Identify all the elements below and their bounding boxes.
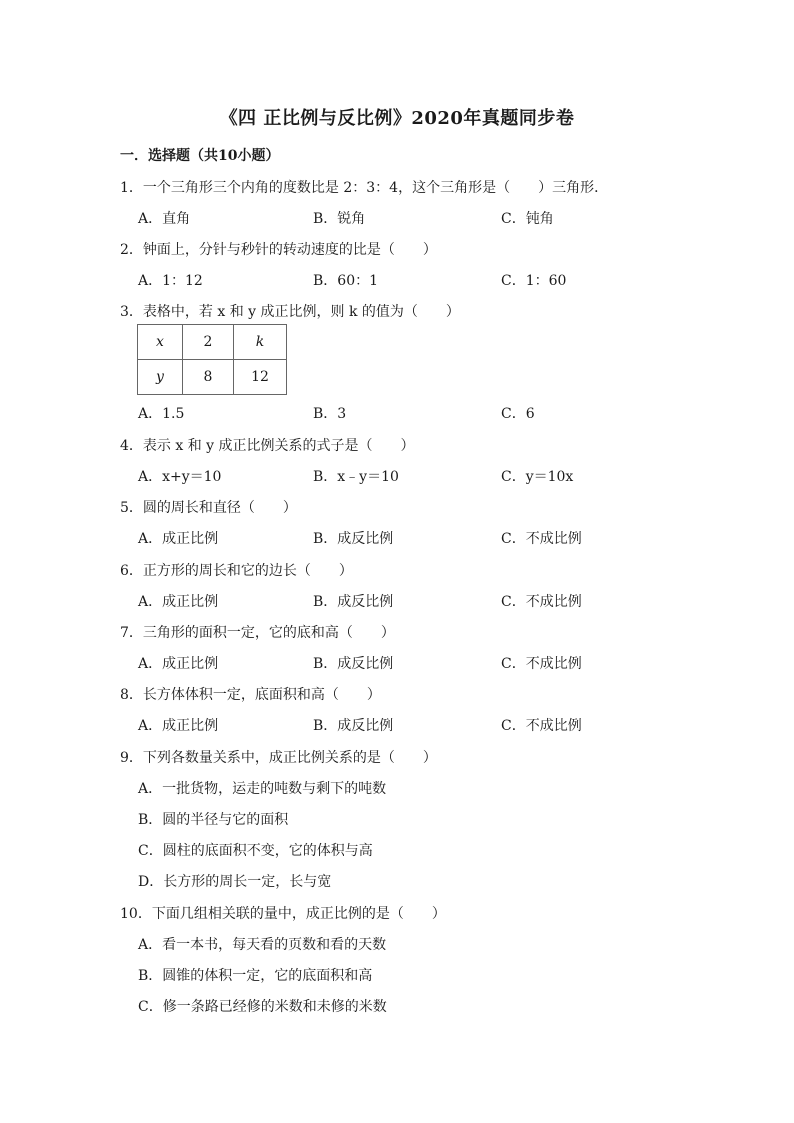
q1-option-b[interactable]: B．锐角 — [313, 211, 366, 227]
question-6: 6．正方形的周长和它的边长（ ） — [120, 563, 353, 579]
question-1: 1．一个三角形三个内角的度数比是 2：3：4，这个三角形是（ ）三角形． — [120, 180, 609, 196]
q9-option-b[interactable]: B．圆的半径与它的面积 — [138, 812, 289, 828]
q8-option-c[interactable]: C．不成比例 — [501, 718, 582, 734]
table-cell: 2 — [183, 325, 234, 360]
q6-option-b[interactable]: B．成反比例 — [313, 594, 394, 610]
q10-option-a[interactable]: A．看一本书，每天看的页数和看的天数 — [138, 937, 387, 953]
table-cell: k — [234, 325, 287, 360]
q10-option-b[interactable]: B．圆锥的体积一定，它的底面积和高 — [138, 968, 373, 984]
q9-option-c[interactable]: C．圆柱的底面积不变，它的体积与高 — [138, 843, 373, 859]
q1-option-a[interactable]: A．直角 — [138, 211, 191, 227]
q7-option-a[interactable]: A．成正比例 — [138, 656, 219, 672]
table-row — [138, 325, 287, 360]
question-4: 4．表示 x 和 y 成正比例关系的式子是（ ） — [120, 438, 415, 454]
q3-option-b[interactable]: B．3 — [313, 406, 347, 422]
table-cell: y — [138, 360, 183, 395]
q10-option-c[interactable]: C．修一条路已经修的米数和未修的米数 — [138, 999, 387, 1015]
table-cell: x — [138, 325, 183, 360]
q9-option-a[interactable]: A．一批货物，运走的吨数与剩下的吨数 — [138, 781, 387, 797]
q4-option-c[interactable]: C．y＝10x — [501, 469, 574, 485]
q2-option-b[interactable]: B．60：1 — [313, 273, 379, 289]
question-9: 9．下列各数量关系中，成正比例关系的是（ ） — [120, 750, 437, 766]
q2-option-c[interactable]: C．1：60 — [501, 273, 567, 289]
question-8: 8．长方体体积一定，底面积和高（ ） — [120, 687, 381, 703]
q2-option-a[interactable]: A．1：12 — [138, 273, 203, 289]
question-7: 7．三角形的面积一定，它的底和高（ ） — [120, 625, 395, 641]
q8-option-a[interactable]: A．成正比例 — [138, 718, 219, 734]
question-3: 3．表格中，若 x 和 y 成正比例，则 k 的值为（ ） — [120, 304, 460, 320]
q5-option-c[interactable]: C．不成比例 — [501, 531, 582, 547]
q9-option-d[interactable]: D．长方形的周长一定，长与宽 — [138, 874, 332, 890]
question-2: 2．钟面上，分针与秒针的转动速度的比是（ ） — [120, 242, 437, 258]
q4-option-b[interactable]: B．x﹣y＝10 — [313, 469, 399, 485]
q7-option-b[interactable]: B．成反比例 — [313, 656, 394, 672]
q8-option-b[interactable]: B．成反比例 — [313, 718, 394, 734]
q4-option-a[interactable]: A．x+y＝10 — [138, 469, 222, 485]
q3-option-c[interactable]: C．6 — [501, 406, 535, 422]
q5-option-a[interactable]: A．成正比例 — [138, 531, 219, 547]
table-row — [138, 360, 287, 395]
value-table — [137, 324, 287, 395]
q1-option-c[interactable]: C．钝角 — [501, 211, 554, 227]
q6-option-c[interactable]: C．不成比例 — [501, 594, 582, 610]
section-heading: 一．选择题（共10小题） — [120, 148, 280, 164]
q3-option-a[interactable]: A．1.5 — [138, 406, 185, 422]
q7-option-c[interactable]: C．不成比例 — [501, 656, 582, 672]
question-5: 5．圆的周长和直径（ ） — [120, 500, 297, 516]
table-cell: 8 — [183, 360, 234, 395]
question-10: 10．下面几组相关联的量中，成正比例的是（ ） — [120, 906, 446, 922]
table-cell: 12 — [234, 360, 287, 395]
page-title: 《四 正比例与反比例》2020年真题同步卷 — [219, 108, 575, 129]
q6-option-a[interactable]: A．成正比例 — [138, 594, 219, 610]
q5-option-b[interactable]: B．成反比例 — [313, 531, 394, 547]
